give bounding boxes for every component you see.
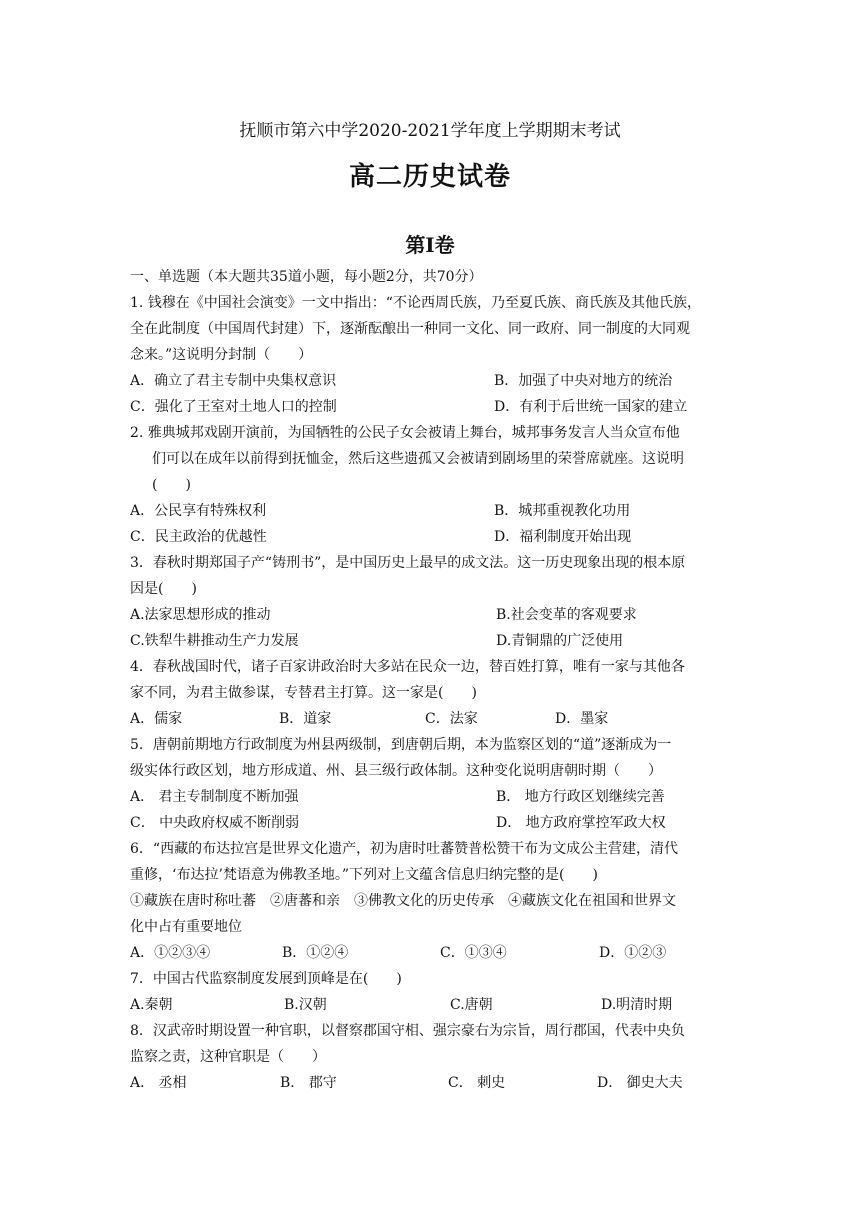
option-row xyxy=(130,602,730,628)
question-text: 们可以在成年以前得到抚恤金，然后这些遗孤又会被请到剧场里的荣誉席就座。这说明 xyxy=(152,451,684,467)
option-row xyxy=(130,524,730,550)
question-3 xyxy=(130,550,730,654)
option-d: D． 地方政府掌控军政大权 xyxy=(496,815,666,831)
option-d: D． 御史大夫 xyxy=(597,1075,683,1091)
option-row xyxy=(130,706,730,732)
question-text: 5．唐朝前期地方行政制度为州县两级制，到唐朝后期，本为监察区划的“道”逐渐成为一 xyxy=(130,737,672,753)
question-8 xyxy=(130,1018,730,1096)
option-row xyxy=(130,368,730,394)
option-row xyxy=(130,810,730,836)
option-b: B． 地方行政区划继续完善 xyxy=(496,789,665,805)
option-b: B．①②④ xyxy=(282,945,349,961)
question-7 xyxy=(130,966,730,1018)
question-6 xyxy=(130,836,730,966)
volume-heading: 第Ⅰ卷 xyxy=(405,233,455,257)
question-text: 全在此制度（中国周代封建）下，逐渐酝酿出一种同一文化、同一政府、同一制度的大同观 xyxy=(130,321,690,337)
question-text: 监察之责，这种官职是（ ） xyxy=(130,1049,326,1065)
option-c: C．民主政治的优越性 xyxy=(130,529,267,545)
option-a: A． 丞相 xyxy=(130,1075,187,1091)
option-d: D.青铜鼎的广泛使用 xyxy=(496,633,624,649)
question-text: ( ) xyxy=(152,477,191,493)
option-a: A．儒家 xyxy=(130,711,183,727)
question-text: 2. 雅典城邦戏剧开演前，为国牺牲的公民子女会被请上舞台，城邦事务发言人当众宣布他 xyxy=(130,425,680,441)
option-c: C． 刺史 xyxy=(448,1075,506,1091)
question-5 xyxy=(130,732,730,836)
question-text: 7．中国古代监察制度发展到顶峰是在( ) xyxy=(130,971,402,987)
option-c: C．法家 xyxy=(425,711,478,727)
option-a: A.法家思想形成的推动 xyxy=(130,607,271,623)
option-d: D．墨家 xyxy=(555,711,609,727)
question-text: 化中占有重要地位 xyxy=(130,919,242,935)
question-text: 4．春秋战国时代，诸子百家讲政治时大多站在民众一边，替百姓打算，唯有一家与其他各 xyxy=(130,659,685,675)
option-b: B.社会变革的客观要求 xyxy=(496,607,637,623)
section-heading: 一、单选题（本大题共35道小题，每小题2分，共70分） xyxy=(130,269,483,285)
question-1 xyxy=(130,290,730,420)
option-d: D．①②③ xyxy=(599,945,667,961)
option-a: A.秦朝 xyxy=(130,997,173,1013)
question-2 xyxy=(130,420,730,550)
option-row xyxy=(130,394,730,420)
option-c: C.唐朝 xyxy=(450,997,493,1013)
option-a: A．公民享有特殊权利 xyxy=(130,503,267,519)
option-row xyxy=(130,784,730,810)
option-d: D．有利于后世统一国家的建立 xyxy=(494,399,688,415)
option-b: B．加强了中央对地方的统治 xyxy=(494,373,673,389)
option-row xyxy=(130,498,730,524)
exam-content xyxy=(130,264,730,1096)
option-b: B． 郡守 xyxy=(280,1075,337,1091)
option-row xyxy=(130,992,730,1018)
question-text: 8．汉武帝时期设置一种官职，以督察郡国守相、强宗豪右为宗旨，周行郡国，代表中央负 xyxy=(130,1023,685,1039)
question-text: 念来。”这说明分封制（ ） xyxy=(130,347,313,363)
option-a: A．确立了君主专制中央集权意识 xyxy=(130,373,337,389)
option-c: C.铁犁牛耕推动生产力发展 xyxy=(130,633,299,649)
question-text: 因是( ) xyxy=(130,581,197,597)
question-text: ①藏族在唐时称吐蕃 ②唐蕃和亲 ③佛教文化的历史传承 ④藏族文化在祖国和世界文 xyxy=(130,893,676,909)
option-row xyxy=(130,940,730,966)
question-text: 级实体行政区划，地方形成道、州、县三级行政体制。这种变化说明唐朝时期（ ） xyxy=(130,763,662,779)
option-row xyxy=(130,1070,730,1096)
question-4 xyxy=(130,654,730,732)
option-c: C． 中央政府权威不断削弱 xyxy=(130,815,300,831)
question-text: 3．春秋时期郑国子产“铸刑书”，是中国历史上最早的成文法。这一历史现象出现的根本原 xyxy=(130,555,686,571)
question-text: 家不同，为君主做参谋，专替君主打算。这一家是( ) xyxy=(130,685,477,701)
question-text: 重修，‘布达拉’梵语意为佛教圣地。”下列对上文蕴含信息归纳完整的是( ) xyxy=(130,867,598,883)
option-b: B.汉朝 xyxy=(284,997,327,1013)
question-text: 6．“西藏的布达拉宫是世界文化遗产，初为唐时吐蕃赞普松赞干布为文成公主营建，清代 xyxy=(130,841,679,857)
option-d: D.明清时期 xyxy=(601,997,673,1013)
paper-title: 高二历史试卷 xyxy=(348,162,511,192)
option-c: C．①③④ xyxy=(440,945,507,961)
question-text: 1. 钱穆在《中国社会演变》一文中指出：“不论西周氏族，乃至夏氏族、商氏族及其他氏族， xyxy=(130,295,701,311)
option-b: B．道家 xyxy=(279,711,332,727)
school-exam-name: 抚顺市第六中学2020-2021学年度上学期期末考试 xyxy=(239,121,621,141)
option-d: D．福利制度开始出现 xyxy=(494,529,632,545)
option-b: B．城邦重视教化功用 xyxy=(494,503,631,519)
option-c: C．强化了王室对土地人口的控制 xyxy=(130,399,337,415)
option-a: A． 君主专制制度不断加强 xyxy=(130,789,299,805)
option-a: A．①②③④ xyxy=(130,945,211,961)
option-row xyxy=(130,628,730,654)
